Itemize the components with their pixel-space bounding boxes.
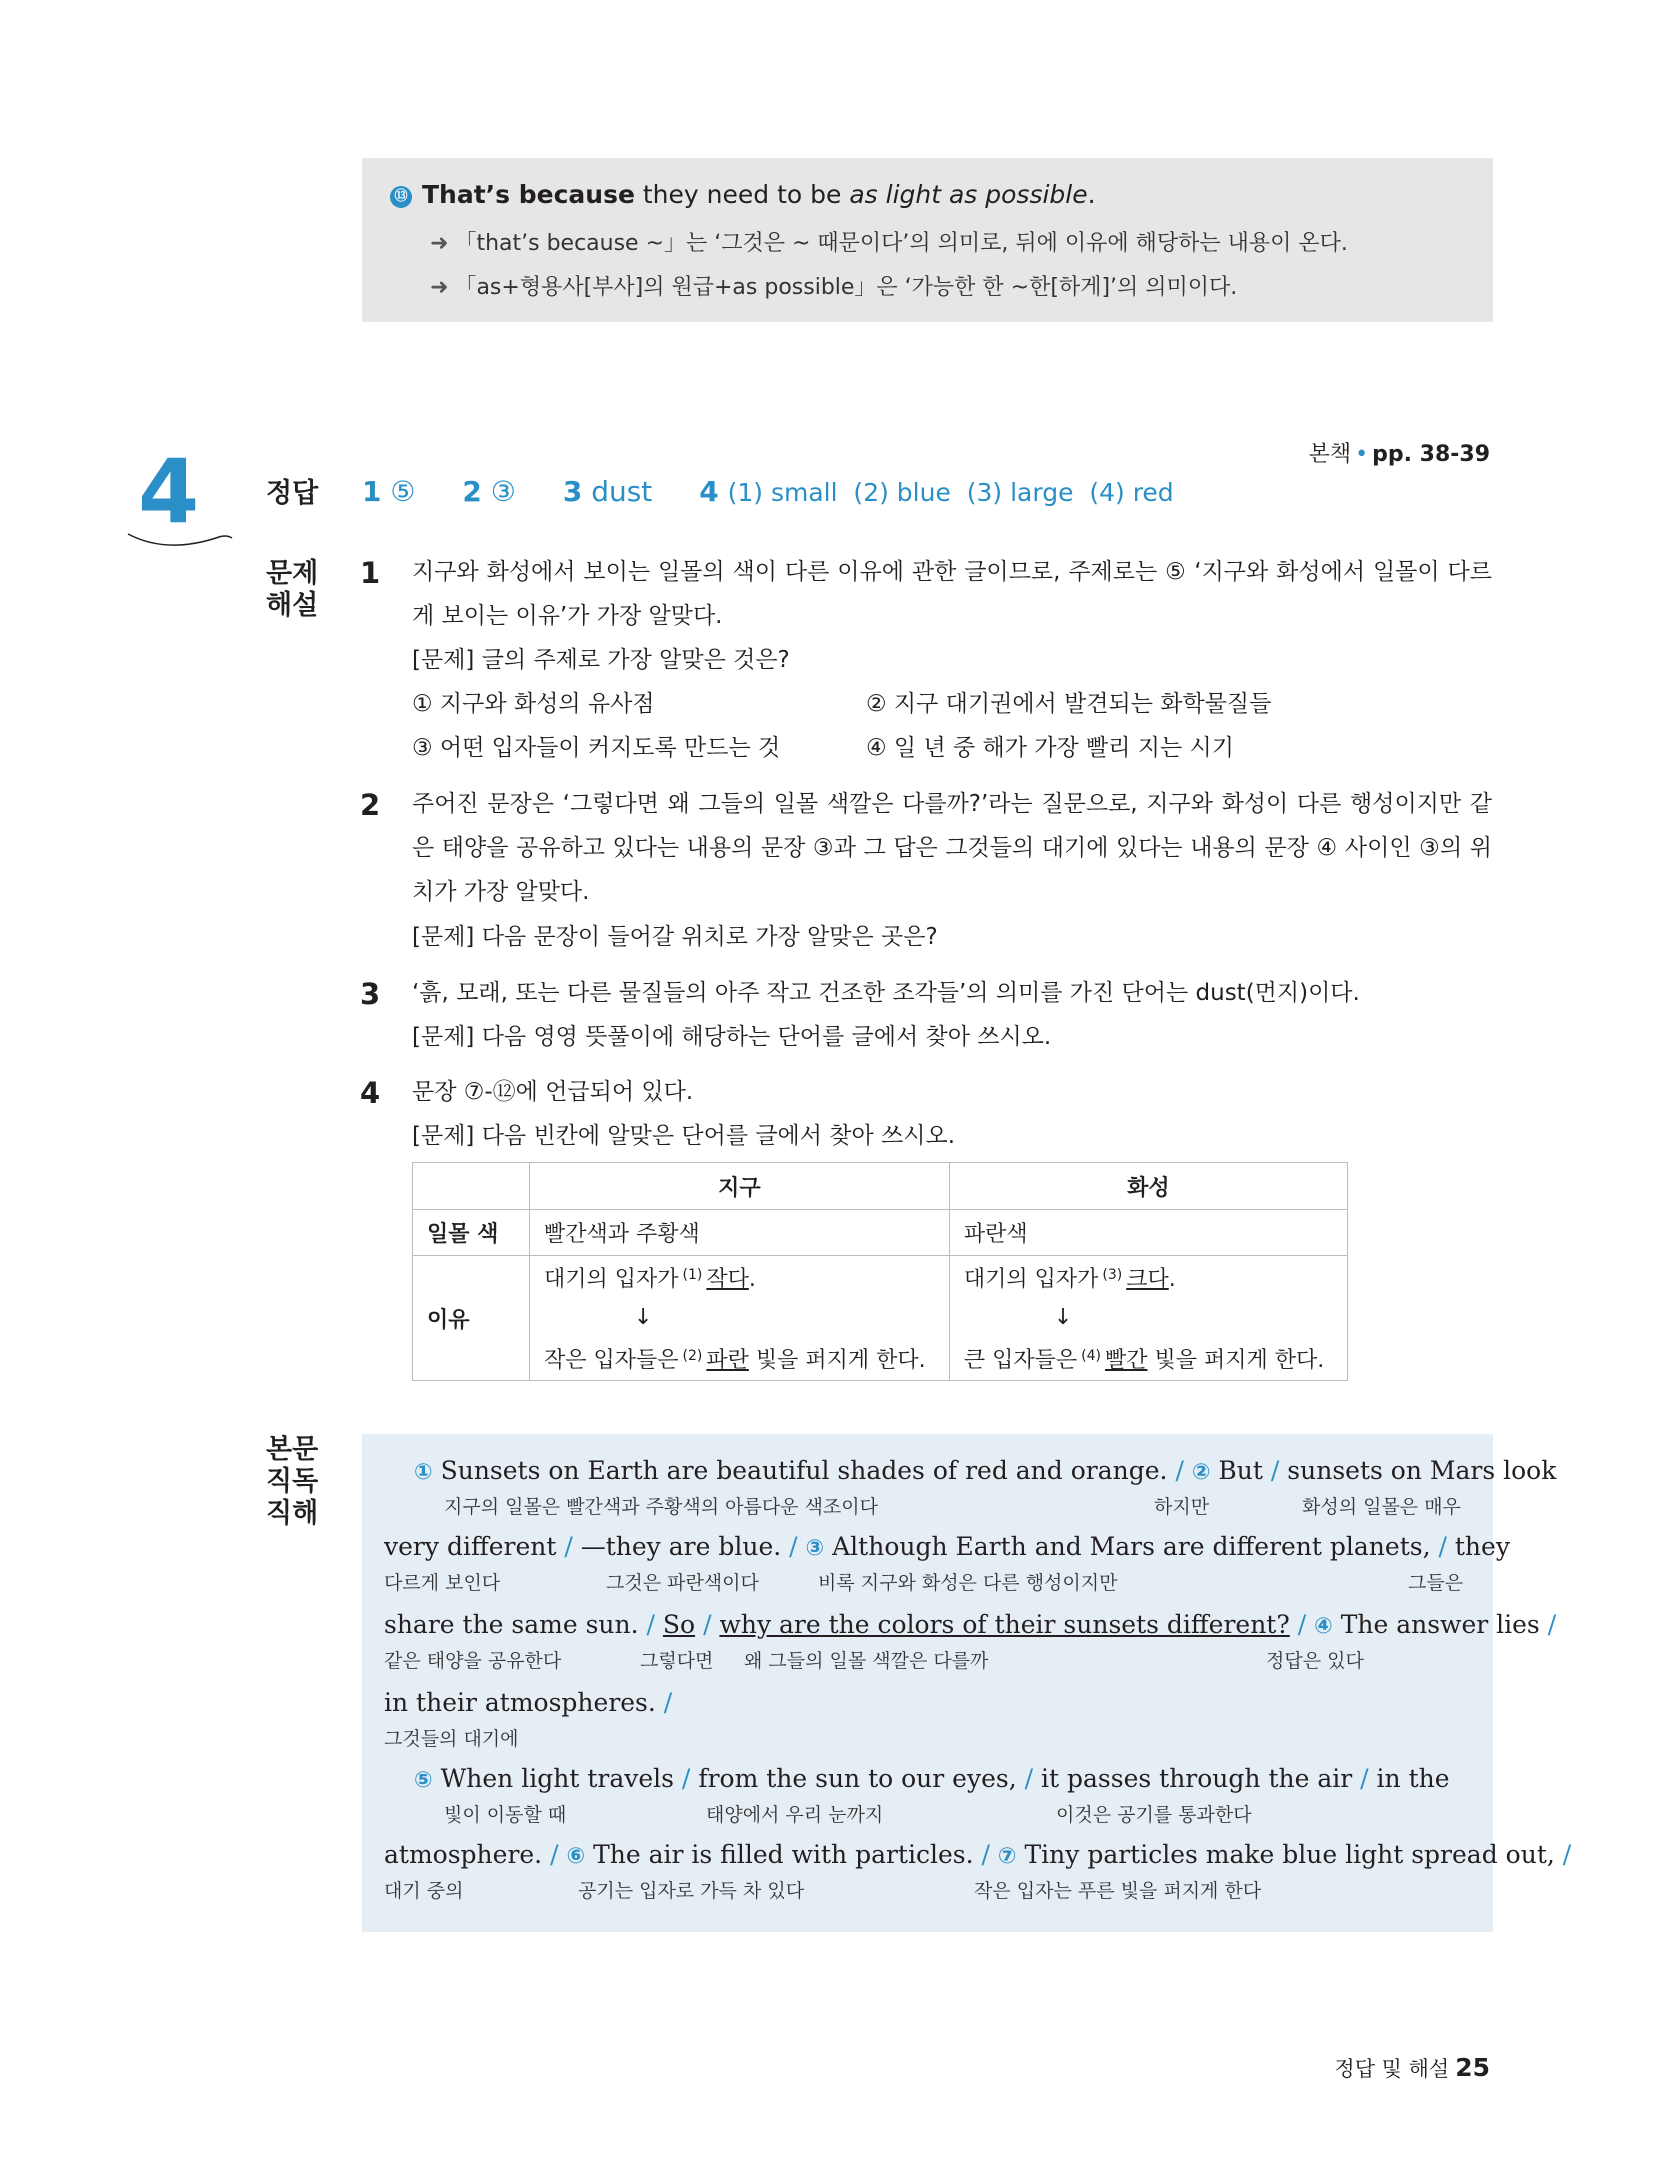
cell-earth-color: 빨간색과 주황색 <box>530 1210 950 1256</box>
reading-gloss: 공기는 입자로 가득 차 있다 <box>578 1880 805 1902</box>
table-row <box>413 1210 1348 1256</box>
q2-text: 주어진 문장은 ‘그렇다면 왜 그들의 일몰 색깔은 다를까?’라는 질문으로, 지구와 화성이 다른 행성이지만 같은 태양을 공유하고 있다는 내용의 문장 ③과 그 답은 그것들의 대기에 있다는 내용의 문장 ④ 사이인 ③의 위치가 가장 알맞다. <box>412 791 1492 905</box>
reading-label: 본문 직독 직해 <box>266 1434 319 1529</box>
q1-option-1: ① 지구와 화성의 유사점 <box>412 691 655 717</box>
grammar-note-2 <box>430 270 1237 301</box>
footer-label: 정답 및 해설 <box>1334 2057 1450 2081</box>
sentence-marker: ⑬ <box>390 186 412 208</box>
comparison-table <box>412 1162 1348 1381</box>
reading-gloss: 화성의 일몰은 매우 <box>1302 1496 1461 1518</box>
reading-gloss: 빛이 이동할 때 <box>444 1804 567 1826</box>
q3-text: ‘흙, 모래, 또는 다른 물질들의 아주 작고 건조한 조각들’의 의미를 가진 단어는 dust(먼지)이다. <box>412 980 1360 1006</box>
explanation-label-2: 해설 <box>266 590 319 621</box>
answer-2: 2 ③ <box>462 475 516 508</box>
arrow-icon: ➜ <box>430 231 449 256</box>
down-arrow-icon: ↓ <box>634 1305 653 1330</box>
q2-number: 2 <box>360 788 381 822</box>
bullet-icon: • <box>1355 442 1369 467</box>
reading-line-3: share the same sun. / So / why are the colors of their sunsets different? / ④ The answer lies / <box>384 1610 1557 1639</box>
section-number: 4 <box>138 440 200 543</box>
grammar-end: . <box>1087 180 1096 209</box>
arrow-icon: ➜ <box>430 275 449 300</box>
q1-text: 지구와 화성에서 보이는 일몰의 색이 다른 이유에 관한 글이므로, 주제로는 ⑤ ‘지구와 화성에서 일몰이 다르게 보이는 이유’가 가장 알맞다. <box>412 559 1492 629</box>
reading-gloss: 비록 지구와 화성은 다른 행성이지만 <box>818 1572 1118 1594</box>
answer-3: 3 dust <box>562 475 653 508</box>
answer-label: 정답 <box>266 478 319 509</box>
reading-line-4: in their atmospheres. / <box>384 1688 673 1717</box>
reading-gloss: 대기 중의 <box>384 1880 464 1902</box>
reading-gloss: 다르게 보인다 <box>384 1572 501 1594</box>
down-arrow-icon: ↓ <box>1053 1305 1073 1330</box>
row-head-reason: 이유 <box>413 1256 530 1381</box>
grammar-italic: as light as possible <box>849 180 1088 209</box>
grammar-mid: they need to be <box>634 180 850 209</box>
q1-number: 1 <box>360 556 381 590</box>
table-header-row <box>413 1163 1348 1210</box>
grammar-bold: That’s because <box>422 180 635 209</box>
explanation-label <box>266 558 318 622</box>
grammar-note-1-text: 「that’s because ~」는 ‘그것은 ~ 때문이다’의 의미로, 뒤에 이유에 해당하는 내용이 온다. <box>454 231 1348 256</box>
q1-option-4: ④ 일 년 중 해가 가장 빨리 지는 시기 <box>866 735 1234 761</box>
ref-book: 본책 <box>1308 442 1352 467</box>
q2-prompt: [문제] 다음 문장이 들어갈 위치로 가장 알맞은 곳은? <box>412 924 938 950</box>
reading-gloss: 이것은 공기를 통과한다 <box>1056 1804 1252 1826</box>
reading-gloss: 왜 그들의 일몰 색깔은 다를까 <box>744 1650 989 1672</box>
section-swoosh <box>126 524 236 554</box>
cell-mars-color: 파란색 <box>949 1210 1347 1256</box>
reading-box <box>362 1434 1572 1932</box>
reading-line-2: very different / —they are blue. / ③ Although Earth and Mars are different planets, / they <box>384 1532 1510 1561</box>
grammar-note-2-text: 「as+형용사[부사]의 원급+as possible」은 ‘가능한 한 ~한[하게]’의 의미이다. <box>454 275 1238 300</box>
q4-number: 4 <box>360 1076 381 1110</box>
grammar-note-box <box>362 158 1493 322</box>
page-footer <box>1334 2053 1490 2083</box>
cell-earth-reason: 대기의 입자가 $^{(1)}$ 작다. ↓ 작은 입자들은 $^{(2)}$ 파란 빛을 퍼지게 한다. <box>530 1256 950 1381</box>
q1-option-3: ③ 어떤 입자들이 커지도록 만드는 것 <box>412 735 781 761</box>
page-reference <box>1309 437 1490 468</box>
page-number: 25 <box>1455 2053 1490 2082</box>
reading-line-6: atmosphere. / ⑥ The air is filled with particles. / ⑦ Tiny particles make blue light spread out, / <box>384 1840 1572 1869</box>
q1-option-2: ② 지구 대기권에서 발견되는 화학물질들 <box>866 691 1272 717</box>
reading-gloss: 하지만 <box>1154 1496 1210 1518</box>
reading-gloss: 같은 태양을 공유한다 <box>384 1650 562 1672</box>
reading-gloss: 정답은 있다 <box>1266 1650 1364 1672</box>
explanation-label-1: 문제 <box>266 558 319 589</box>
row-head-sunset-color: 일몰 색 <box>413 1210 530 1256</box>
reading-gloss: 태양에서 우리 눈까지 <box>706 1804 884 1826</box>
table-row <box>413 1256 1348 1381</box>
reading-line-1: ① Sunsets on Earth are beautiful shades of red and orange. / ② But / sunsets on Mars look <box>414 1456 1557 1485</box>
reading-gloss: 지구의 일몰은 빨간색과 주황색의 아름다운 색조이다 <box>444 1496 878 1518</box>
q4-text: 문장 ⑦-⑫에 언급되어 있다. <box>412 1079 694 1105</box>
reading-gloss: 작은 입자는 푸른 빛을 퍼지게 한다 <box>974 1880 1262 1902</box>
answer-list <box>362 475 1212 508</box>
reading-gloss: 그것은 파란색이다 <box>606 1572 759 1594</box>
ref-pages: pp. 38-39 <box>1372 442 1490 467</box>
q3-prompt: [문제] 다음 영영 뜻풀이에 해당하는 단어를 글에서 찾아 쓰시오. <box>412 1024 1052 1050</box>
table-corner <box>413 1163 530 1210</box>
grammar-note-1 <box>430 226 1348 257</box>
reading-gloss: 그렇다면 <box>640 1650 714 1672</box>
answer-1: 1 ⑤ <box>362 475 416 508</box>
reading-line-5: ⑤ When light travels / from the sun to our eyes, / it passes through the air / in the <box>414 1764 1450 1793</box>
cell-mars-reason: 대기의 입자가 $^{(3)}$ 크다. ↓ 큰 입자들은 $^{(4)}$ 빨간 빛을 퍼지게 한다. <box>949 1256 1347 1381</box>
q1-prompt: [문제] 글의 주제로 가장 알맞은 것은? <box>412 647 790 673</box>
answer-4: 4 (1) small (2) blue (3) large (4) red <box>699 475 1174 508</box>
reading-gloss: 그들은 <box>1408 1572 1464 1594</box>
table-header-earth: 지구 <box>530 1163 950 1210</box>
grammar-sentence <box>390 180 1096 209</box>
q3-number: 3 <box>360 977 381 1011</box>
reading-gloss: 그것들의 대기에 <box>384 1728 519 1750</box>
table-header-mars: 화성 <box>949 1163 1347 1210</box>
q4-prompt: [문제] 다음 빈칸에 알맞은 단어를 글에서 찾아 쓰시오. <box>412 1123 956 1149</box>
